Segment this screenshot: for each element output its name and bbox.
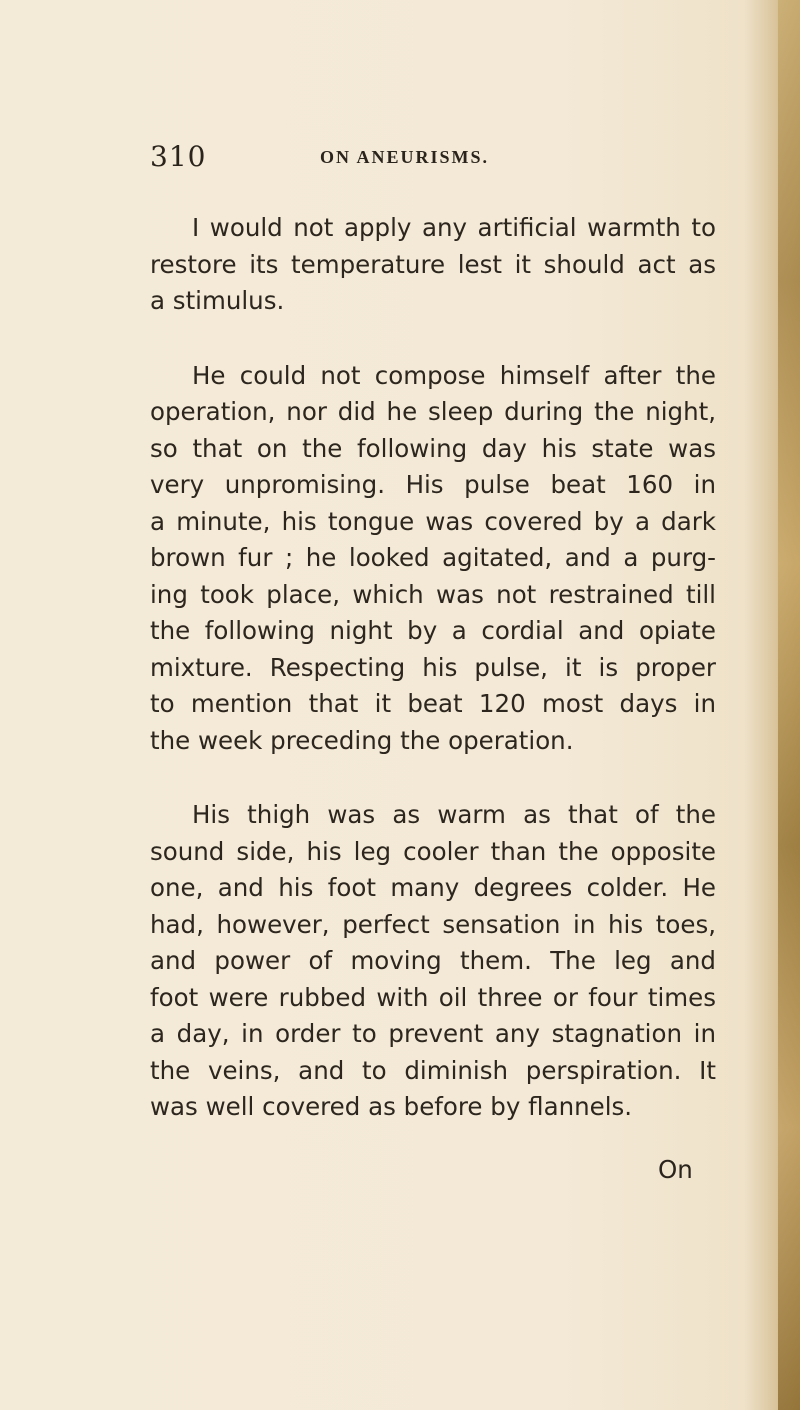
paragraph-1 bbox=[150, 210, 716, 320]
text-line: a stimulus. bbox=[150, 286, 285, 315]
text-line: was well covered as before by flannels. bbox=[150, 1092, 633, 1121]
text-line: to mention that it beat 120 most days in bbox=[150, 689, 716, 718]
text-line: had, however, perfect sensation in his toes, bbox=[150, 909, 716, 939]
text-line: one, and his foot many degrees colder. He bbox=[150, 873, 716, 902]
text-line: foot were rubbed with oil three or four times bbox=[150, 982, 716, 1012]
text-line: very unpromising. His pulse beat 160 in bbox=[150, 470, 716, 499]
text-line: ing took place, which was not restrained till bbox=[150, 579, 716, 609]
text-line: and power of moving them. The leg and bbox=[150, 946, 716, 975]
text-line: brown fur ; he looked agitated, and a purg- bbox=[150, 543, 716, 572]
text-line: He could not compose himself after the bbox=[192, 360, 716, 390]
text-line: operation, nor did he sleep during the night, bbox=[150, 397, 716, 426]
paragraph-3 bbox=[150, 797, 716, 1126]
text-line: the week preceding the operation. bbox=[150, 725, 574, 755]
text-line: a minute, his tongue was covered by a dark bbox=[150, 506, 716, 536]
text-line: sound side, his leg cooler than the opposite bbox=[150, 836, 716, 866]
text-line: the veins, and to diminish perspiration. It bbox=[150, 1055, 716, 1085]
paragraph-2 bbox=[150, 358, 716, 760]
body-text bbox=[150, 210, 716, 1164]
text-line: restore its temperature lest it should act as bbox=[150, 249, 716, 279]
catchword: On bbox=[658, 1155, 693, 1184]
page-header bbox=[150, 140, 710, 180]
text-line: so that on the following day his state was bbox=[150, 433, 716, 463]
page-edge bbox=[778, 0, 800, 1410]
page-number: 310 bbox=[150, 140, 207, 173]
text-line: mixture. Respecting his pulse, it is proper bbox=[150, 652, 716, 682]
text-line: I would not apply any artificial warmth to bbox=[192, 213, 716, 242]
running-title: ON ANEURISMS. bbox=[320, 147, 490, 167]
text-line: the following night by a cordial and opiate bbox=[150, 616, 716, 645]
text-line: His thigh was as warm as that of the bbox=[192, 800, 716, 829]
text-line: a day, in order to prevent any stagnation in bbox=[150, 1019, 716, 1048]
